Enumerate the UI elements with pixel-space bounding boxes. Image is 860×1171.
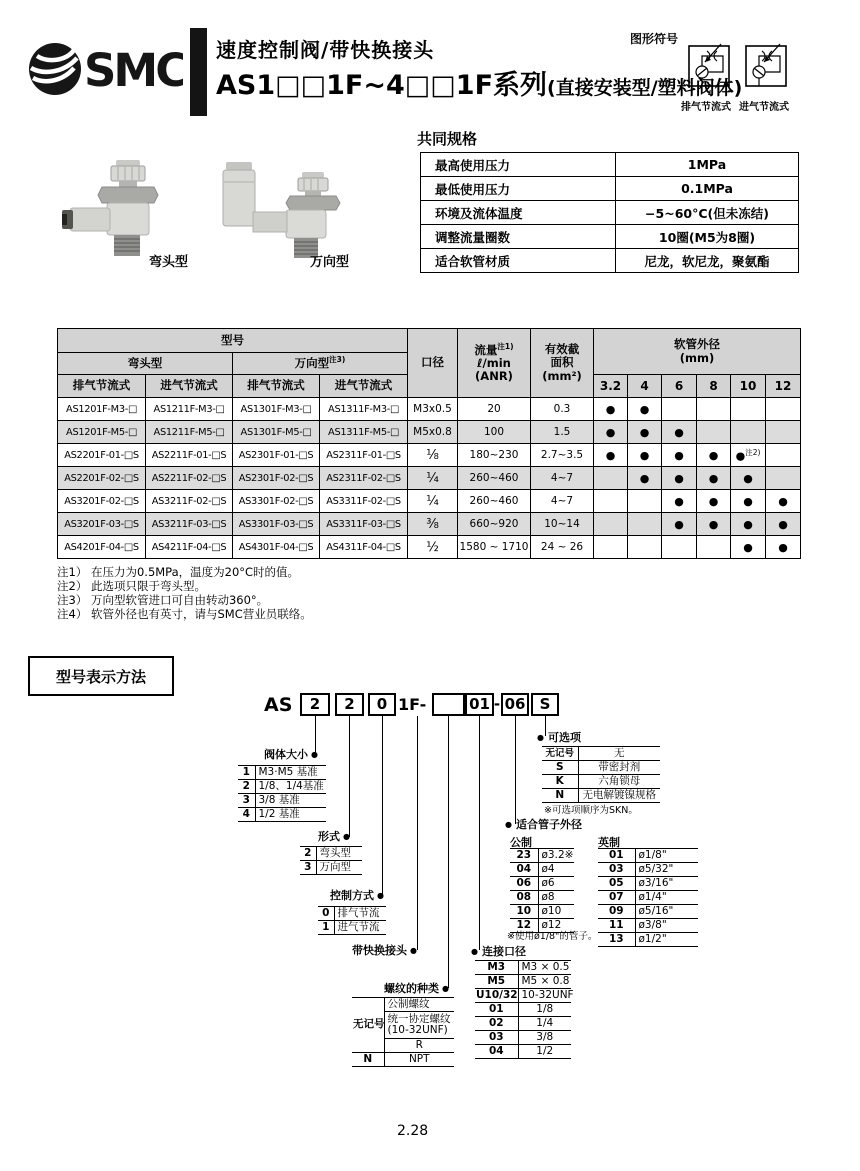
photo-label-elbow: 弯头型	[149, 255, 189, 270]
model-cell: AS2311F-01-□S	[320, 444, 408, 467]
port-size-table	[475, 960, 574, 1059]
col-header-area: 有效截 面积 (mm²)	[531, 329, 594, 398]
code-cell: 01	[598, 849, 635, 863]
note-line-4: 注4） 软管外径也有英寸，请与SMC营业员联络。	[57, 607, 312, 621]
spec-label: 最高使用压力	[421, 153, 616, 177]
model-cell: AS3201F-02-□S	[58, 490, 146, 513]
spec-label: 调整流量圈数	[421, 225, 616, 249]
code-cell: U10/32	[476, 988, 518, 1001]
code-cell: 04	[475, 1045, 518, 1059]
model-cell: AS2201F-02-□S	[58, 467, 146, 490]
connector-line-form	[349, 716, 350, 837]
col-header-exhaust: 排气节流式	[233, 375, 320, 398]
flow-cell: 660~920	[458, 513, 531, 536]
dot-cell	[697, 421, 731, 444]
label-cell: 1/4	[518, 1017, 571, 1031]
connector-line-thread	[448, 716, 449, 988]
photo-label-universal: 万向型	[310, 255, 350, 270]
dot-cell: ●	[628, 421, 662, 444]
code-cell: 08	[510, 891, 538, 905]
label-cell: ø8	[538, 891, 574, 905]
label-cell: 1/8	[518, 1003, 571, 1017]
flow-cell: 180~230	[458, 444, 531, 467]
dot-cell	[731, 421, 766, 444]
col-header-flow: 流量$^{注1)}$ ℓ/min (ANR)	[458, 329, 531, 398]
area-cell: 0.3	[531, 398, 594, 421]
label-cell: R	[384, 1039, 454, 1053]
code-box-control: 0	[368, 693, 396, 716]
code-cell: 05	[598, 877, 635, 891]
table-row	[58, 444, 801, 467]
model-cell: AS2301F-02-□S	[233, 467, 320, 490]
dot-cell	[662, 536, 697, 559]
model-cell: AS1311F-M5-□	[320, 421, 408, 444]
dot-cell: ●	[697, 444, 731, 467]
model-cell: AS3311F-03-□S	[320, 513, 408, 536]
table-notes	[57, 565, 312, 621]
col-header-port: 口径	[408, 329, 458, 398]
series-main: AS1□□1F~4□□1F系列	[216, 70, 548, 101]
dot-cell-with-note: ●$^{注2)}$	[731, 444, 766, 467]
dot-cell: ●	[662, 444, 697, 467]
dot-cell	[766, 421, 801, 444]
header-divider-bar	[190, 28, 207, 116]
dot-cell: ●	[662, 467, 697, 490]
col-header-elbow: 弯头型	[58, 353, 233, 375]
code-cell: S	[542, 761, 578, 775]
code-cell: N	[352, 1053, 384, 1067]
port-cell: ¼	[408, 467, 458, 490]
port-cell: ⅜	[408, 513, 458, 536]
label-cell: M3·M5 基准	[255, 766, 326, 780]
dot-cell	[628, 490, 662, 513]
tube-od-metric-label: 公制	[510, 836, 532, 849]
model-cell: AS3301F-03-□S	[233, 513, 320, 536]
label-cell: 统一协定螺纹 (10-32UNF)	[384, 1012, 454, 1039]
area-cell: 2.7~3.5	[531, 444, 594, 467]
label-cell: M5 × 0.8	[518, 975, 571, 989]
label-cell: ø3.2※	[538, 849, 574, 863]
code-cell: M5	[475, 975, 518, 989]
dot-cell: ●	[662, 421, 697, 444]
code-cell: 12	[510, 919, 538, 933]
code-box-thread-type	[432, 693, 465, 716]
dot-cell: ●	[594, 398, 628, 421]
dot-cell	[594, 467, 628, 490]
code-cell: 无记号	[542, 747, 578, 761]
port-cell: M3x0.5	[408, 398, 458, 421]
port-cell: M5x0.8	[408, 421, 458, 444]
model-cell: AS2301F-01-□S	[233, 444, 320, 467]
dot-cell: ●	[766, 513, 801, 536]
label-cell: 1/2 基准	[255, 808, 326, 822]
spec-value: 尼龙，软尼龙，聚氨酯	[616, 249, 799, 273]
form-title: 形式 ●	[318, 831, 350, 843]
graphic-symbols-title: 图形符号	[630, 32, 679, 46]
label-cell: ø1/2"	[635, 933, 698, 947]
note-line-1: 注1） 在压力为0.5MPa，温度为20°C时的值。	[57, 565, 300, 579]
table-row	[58, 421, 801, 444]
col-header-size: 3.2	[594, 375, 628, 398]
dot-cell	[766, 467, 801, 490]
control-table	[318, 906, 386, 935]
dot-cell: ●	[731, 513, 766, 536]
label-cell: ø5/16"	[635, 905, 698, 919]
dot-cell: ●	[628, 398, 662, 421]
code-cell: 1	[238, 766, 255, 780]
spec-label: 环境及流体温度	[421, 201, 616, 225]
spec-label: 最低使用压力	[421, 177, 616, 201]
brand-text: SMC	[84, 44, 183, 97]
label-cell: 进气节流	[334, 921, 386, 935]
label-cell: 3/8	[518, 1031, 571, 1045]
model-cell: AS1311F-M3-□	[320, 398, 408, 421]
spec-row	[421, 225, 799, 249]
code-cell: 06	[510, 877, 538, 891]
label-cell: 排气节流	[334, 907, 386, 921]
area-cell: 24 ~ 26	[531, 536, 594, 559]
spec-value: −5~60°C(但未冻结)	[616, 201, 799, 225]
col-header-intake: 进气节流式	[146, 375, 233, 398]
code-cell: 04	[510, 863, 538, 877]
dot-cell	[628, 536, 662, 559]
model-cell: AS1301F-M3-□	[233, 398, 320, 421]
tube-od-inch-label: 英制	[598, 836, 620, 849]
model-cell: AS4211F-04-□S	[146, 536, 233, 559]
spec-value: 0.1MPa	[616, 177, 799, 201]
spec-row	[421, 177, 799, 201]
flow-cell: 1580 ~ 1710	[458, 536, 531, 559]
area-cell: 4~7	[531, 467, 594, 490]
spec-value: 1MPa	[616, 153, 799, 177]
model-table-header-row1	[58, 329, 801, 353]
series-title	[216, 63, 742, 102]
code-cell: M3	[475, 961, 518, 975]
table-row	[58, 536, 801, 559]
note-line-3: 注3） 万向型软管进口可自由转动360°。	[57, 593, 269, 607]
dot-cell	[628, 513, 662, 536]
area-cell: 1.5	[531, 421, 594, 444]
dot-cell	[697, 398, 731, 421]
connector-line-port-size	[479, 716, 480, 950]
control-title: 控制方式 ●	[330, 890, 384, 902]
table-row	[58, 490, 801, 513]
note-line-2: 注2） 此选项只限于弯头型。	[57, 579, 206, 593]
model-cell: AS2211F-01-□S	[146, 444, 233, 467]
code-cell: 2	[238, 780, 255, 794]
code-box-tube-od: 06	[501, 693, 529, 716]
dot-cell: ●	[594, 421, 628, 444]
label-cell: 10-32UNF	[518, 989, 571, 1003]
page-number: 2.28	[397, 1123, 429, 1139]
model-cell: AS1211F-M5-□	[146, 421, 233, 444]
col-header-size: 4	[628, 375, 662, 398]
code-cell: 03	[475, 1031, 518, 1045]
code-box-option: S	[531, 693, 559, 716]
col-header-intake: 进气节流式	[320, 375, 408, 398]
model-cell: AS1301F-M5-□	[233, 421, 320, 444]
connector-line-control	[382, 716, 383, 896]
col-header-universal: 万向型$^{注3)}$	[233, 353, 408, 375]
label-cell: ø6	[538, 877, 574, 891]
label-cell: 无电解镀镍规格	[578, 789, 660, 803]
code-cell: 无记号	[352, 998, 384, 1053]
code-cell: 07	[598, 891, 635, 905]
common-specs-title: 共同规格	[417, 130, 478, 148]
code-cell: 10	[510, 905, 538, 919]
code-cell: 0	[318, 907, 334, 921]
code-quick-fitting-text: 1F-	[398, 695, 427, 714]
code-cell: 23	[510, 849, 538, 863]
quick-fitting-label: 带快换接头 ●	[352, 945, 417, 957]
dot-cell: ●	[697, 513, 731, 536]
smc-logo-icon	[28, 38, 183, 104]
col-header-size: 12	[766, 375, 801, 398]
label-cell: 1/2	[518, 1045, 571, 1059]
label-cell: NPT	[384, 1053, 454, 1067]
code-box-form: 2	[335, 693, 364, 716]
dot-cell: ●	[766, 490, 801, 513]
dot-cell: ●	[697, 467, 731, 490]
dot-note-sup: 注2)	[745, 448, 761, 458]
flow-cell: 20	[458, 398, 531, 421]
form-table	[300, 846, 362, 875]
port-cell: ½	[408, 536, 458, 559]
label-cell: ø1/4"	[635, 891, 698, 905]
model-cell: AS3301F-02-□S	[233, 490, 320, 513]
options-note: ※可选项顺序为SKN。	[544, 805, 638, 816]
thread-type-table	[352, 997, 454, 1067]
dot-cell: ●	[731, 490, 766, 513]
label-cell: 1/8、1/4基准	[255, 780, 326, 794]
code-cell: N	[542, 789, 578, 803]
code-prefix: AS	[264, 694, 293, 716]
flow-cell: 260~460	[458, 467, 531, 490]
tube-od-title: ● 适合管子外径	[505, 819, 582, 831]
spec-row	[421, 153, 799, 177]
label-cell: ø5/32"	[635, 863, 698, 877]
code-cell: 3	[238, 794, 255, 808]
label-cell: 六角锁母	[578, 775, 660, 789]
dot-cell: ●	[628, 467, 662, 490]
code-cell: 02	[475, 1017, 518, 1031]
col-header-size: 8	[697, 375, 731, 398]
col-header-size: 10	[731, 375, 766, 398]
model-code-section-title: 型号表示方法	[28, 656, 174, 696]
dot-cell: ●	[697, 490, 731, 513]
model-cell: AS4201F-04-□S	[58, 536, 146, 559]
dot-cell: ●	[594, 444, 628, 467]
label-cell: 带密封剂	[578, 761, 660, 775]
port-cell: ⅛	[408, 444, 458, 467]
table-row	[58, 398, 801, 421]
model-cell: AS1211F-M3-□	[146, 398, 233, 421]
code-cell: K	[542, 775, 578, 789]
exhaust-symbol-label: 排气节流式	[681, 102, 731, 113]
label-cell: 弯头型	[316, 847, 362, 861]
body-size-title: 阀体大小 ●	[264, 749, 318, 761]
model-cell: AS3211F-02-□S	[146, 490, 233, 513]
code-cell: 01	[475, 1003, 518, 1017]
tube-od-inch-table	[598, 848, 698, 947]
label-cell: 万向型	[316, 861, 362, 875]
code-dash: -	[493, 695, 501, 713]
options-table	[542, 746, 660, 803]
code-cell: 4	[238, 808, 255, 822]
code-cell: 13	[598, 933, 635, 947]
label-cell: 公制螺纹	[384, 998, 454, 1012]
intake-symbol-label: 进气节流式	[739, 102, 789, 113]
label-cell: ø10	[538, 905, 574, 919]
label-cell: ø1/8"	[635, 849, 698, 863]
tube-od-metric-note: ※使用ø1/8"的管子。	[507, 931, 598, 942]
model-cell: AS1201F-M5-□	[58, 421, 146, 444]
model-cell: AS3311F-02-□S	[320, 490, 408, 513]
code-box-body-size: 2	[300, 693, 330, 716]
table-row	[58, 467, 801, 490]
dot-cell	[697, 536, 731, 559]
model-cell: AS3211F-03-□S	[146, 513, 233, 536]
area-cell: 4~7	[531, 490, 594, 513]
dot-cell: ●	[662, 490, 697, 513]
model-cell: AS2311F-02-□S	[320, 467, 408, 490]
common-specs-table	[420, 152, 799, 273]
code-cell: 11	[598, 919, 635, 933]
spec-row	[421, 201, 799, 225]
flow-cell: 100	[458, 421, 531, 444]
dot-cell	[594, 513, 628, 536]
dot-cell: ●	[731, 467, 766, 490]
body-size-table	[238, 765, 326, 822]
exhaust-throttle-symbol-icon	[687, 42, 733, 96]
port-size-title: ● 连接口径	[471, 946, 526, 958]
dot-cell: ●	[662, 513, 697, 536]
model-cell: AS4311F-04-□S	[320, 536, 408, 559]
spec-label: 适合软管材质	[421, 249, 616, 273]
model-cell: AS4301F-04-□S	[233, 536, 320, 559]
dot-cell	[766, 398, 801, 421]
spec-row	[421, 249, 799, 273]
model-cell: AS2211F-02-□S	[146, 467, 233, 490]
page-title: 速度控制阀/带快换接头	[216, 38, 435, 62]
label-cell: ø4	[538, 863, 574, 877]
dot-cell: ●	[766, 536, 801, 559]
code-cell: 2	[300, 847, 316, 861]
spec-value: 10圈(M5为8圈)	[616, 225, 799, 249]
code-cell: 03	[598, 863, 635, 877]
connector-line-quick-fitting	[417, 716, 418, 950]
connector-line-tube-od	[515, 716, 516, 824]
tube-od-metric-table	[510, 848, 574, 933]
code-cell: 3	[300, 861, 316, 875]
dot-cell	[662, 398, 697, 421]
label-cell: ø12	[538, 919, 574, 933]
col-header-model: 型号	[58, 329, 408, 353]
intake-throttle-symbol-icon	[744, 42, 790, 96]
dot-cell	[731, 398, 766, 421]
model-cell: AS3201F-03-□S	[58, 513, 146, 536]
model-cell: AS2201F-01-□S	[58, 444, 146, 467]
code-box-port-size: 01	[465, 693, 494, 716]
dot-cell	[594, 490, 628, 513]
dot-cell	[766, 444, 801, 467]
dot-cell	[594, 536, 628, 559]
code-cell: 1	[318, 921, 334, 935]
options-title: ● 可选项	[537, 732, 581, 744]
label-cell: 3/8 基准	[255, 794, 326, 808]
label-cell: ø3/16"	[635, 877, 698, 891]
code-cell: 09	[598, 905, 635, 919]
port-cell: ¼	[408, 490, 458, 513]
dot-cell: ●	[731, 536, 766, 559]
label-cell: M3 × 0.5	[518, 961, 571, 975]
series-sub: (直接安装型/塑料阀体)	[547, 77, 743, 99]
area-cell: 10~14	[531, 513, 594, 536]
label-cell: 无	[578, 747, 660, 761]
col-header-size: 6	[662, 375, 697, 398]
model-table	[57, 328, 801, 559]
thread-type-title: 螺纹的种类 ●	[384, 983, 449, 995]
dot-cell: ●	[628, 444, 662, 467]
col-header-tube-od: 软管外径 (mm)	[594, 329, 801, 375]
table-row	[58, 513, 801, 536]
model-cell: AS1201F-M3-□	[58, 398, 146, 421]
label-cell: ø3/8"	[635, 919, 698, 933]
col-header-exhaust: 排气节流式	[58, 375, 146, 398]
flow-cell: 260~460	[458, 490, 531, 513]
